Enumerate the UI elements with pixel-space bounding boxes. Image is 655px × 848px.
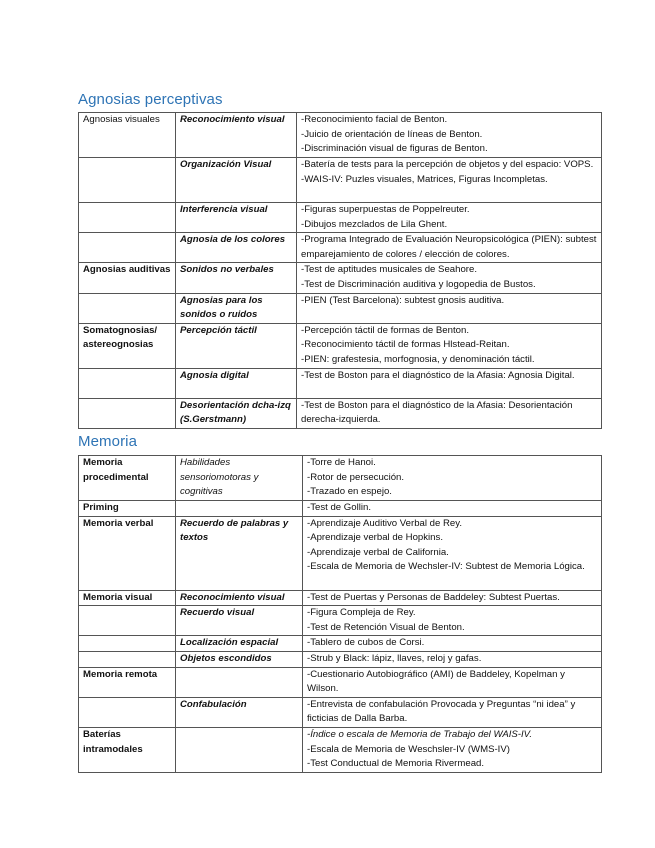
test-item: -Figura Compleja de Rey. [307,607,416,619]
row-category: Memoria visual [79,590,176,606]
row-category [79,368,176,398]
table-row [79,398,602,428]
table-row [79,113,602,158]
table-row [79,727,602,772]
test-item: -Cuestionario Autobiográfico (AMI) de Baddeley, Kopelman y Wilson. [307,668,565,695]
test-item: -Test de Retención Visual de Benton. [307,621,465,633]
row-category [79,233,176,263]
row-category: Baterías intramodales [79,727,176,772]
table-row [79,263,602,293]
test-item: -Aprendizaje Auditivo Verbal de Rey. [307,517,463,529]
table-row [79,590,602,606]
row-tests [297,113,602,158]
test-item: -Rotor de persecución. [307,471,405,483]
row-tests [297,398,602,428]
row-subcategory: Habilidades sensoriomotoras y cognitivas [176,456,303,501]
test-item: -Test de aptitudes musicales de Seahore. [301,264,477,276]
test-item: -Tablero de cubos de Corsi. [307,637,425,649]
test-item: -Reconocimiento facial de Benton. [301,114,448,125]
row-tests [297,368,602,398]
table-row [79,697,602,727]
row-tests [297,158,602,203]
row-category: Memoria verbal [79,516,176,590]
row-category: Agnosias visuales [79,113,176,158]
row-tests [303,727,602,772]
table-row [79,368,602,398]
test-item: -Dibujos mezclados de Lila Ghent. [301,218,448,230]
test-item: -Test de Boston para el diagnóstico de la Afasia: Desorientación derecha-izquierda. [301,399,573,426]
test-item: -Torre de Hanoi. [307,457,376,468]
test-item: -Test de Discriminación auditiva y logopedia de Bustos. [301,278,536,290]
row-category: Priming [79,501,176,517]
table-row [79,501,602,517]
table-row [79,203,602,233]
row-tests [303,606,602,636]
test-item: -Aprendizaje verbal de Hopkins. [307,532,443,544]
table-row [79,606,602,636]
test-item: -Batería de tests para la percepción de objetos y del espacio: VOPS. [301,159,594,170]
row-subcategory: Recuerdo de palabras y textos [176,516,303,590]
row-subcategory: Agnosia de los colores [176,233,297,263]
test-item: -Escala de Memoria de Weschsler-IV (WMS-IV) [307,743,510,755]
row-subcategory: Confabulación [176,697,303,727]
table-row [79,516,602,590]
row-tests [303,516,602,590]
test-item: -Reconocimiento táctil de formas Hlstead-Reitan. [301,339,510,351]
table-row [79,233,602,263]
row-category: Agnosias auditivas [79,263,176,293]
test-item: -Test de Gollin. [307,502,371,513]
row-tests [297,233,602,263]
table-row [79,158,602,203]
section-title-memoria: Memoria [78,433,138,450]
test-item: -Programa Integrado de Evaluación Neuropsicológica (PIEN): subtest emparejamiento de colores / elección de colores. [301,234,597,260]
table-row [79,293,602,323]
row-subcategory: Interferencia visual [176,203,297,233]
test-item: -PIEN: grafestesia, morfognosia, y denominación táctil. [301,353,535,365]
row-tests [297,293,602,323]
test-item: -Test de Puertas y Personas de Baddeley: Subtest Puertas. [307,591,560,603]
test-item: -PIEN (Test Barcelona): subtest gnosis auditiva. [301,294,505,306]
test-item: -Índice o escala de Memoria de Trabajo del WAIS-IV. [307,728,533,740]
row-subcategory: Recuerdo visual [176,606,303,636]
row-tests [303,501,602,517]
row-subcategory [176,727,303,772]
row-tests [297,263,602,293]
row-tests [303,636,602,652]
row-tests [303,651,602,667]
row-subcategory: Objetos escondidos [176,651,303,667]
row-category [79,398,176,428]
test-item: -Discriminación visual de figuras de Benton. [301,143,488,155]
test-item: -Aprendizaje verbal de California. [307,546,449,558]
row-tests [303,667,602,697]
row-subcategory [176,501,303,517]
row-category [79,697,176,727]
row-subcategory: Sonidos no verbales [176,263,297,293]
test-item: -Figuras superpuestas de Poppelreuter. [301,204,470,215]
test-item: -Escala de Memoria de Wechsler-IV: Subtest de Memoria Lógica. [307,561,585,573]
table-row [79,667,602,697]
row-tests [303,456,602,501]
test-item: -Juicio de orientación de líneas de Benton. [301,128,483,140]
row-subcategory: Reconocimiento visual [176,590,303,606]
row-subcategory: Desorientación dcha-izq (S.Gerstmann) [176,398,297,428]
row-category: Memoria procedimental [79,456,176,501]
table-row [79,636,602,652]
row-subcategory: Localización espacial [176,636,303,652]
row-tests [303,697,602,727]
test-item: -Test de Boston para el diagnóstico de la Afasia: Agnosia Digital. [301,369,575,381]
row-category [79,293,176,323]
memoria-table [78,455,602,773]
test-item: -Entrevista de confabulación Provocada y Preguntas “ni idea” y ficticias de Dalla Barba. [307,698,576,725]
test-item: -Test Conductual de Memoria Rivermead. [307,758,485,770]
table-row [79,323,602,368]
test-item: -WAIS-IV: Puzles visuales, Matrices, Figuras Incompletas. [301,173,548,185]
agnosias-table [78,112,602,429]
test-item: -Trazado en espejo. [307,486,392,498]
table-row [79,456,602,501]
row-category [79,203,176,233]
test-item: -Percepción táctil de formas de Benton. [301,324,469,336]
row-tests [297,203,602,233]
row-tests [303,590,602,606]
row-category [79,158,176,203]
row-subcategory [176,667,303,697]
table-row [79,651,602,667]
row-subcategory: Reconocimiento visual [176,113,297,158]
test-item: -Strub y Black: lápiz, llaves, reloj y gafas. [307,652,482,664]
row-subcategory: Organización Visual [176,158,297,203]
row-category [79,636,176,652]
row-category: Memoria remota [79,667,176,697]
row-category [79,651,176,667]
row-subcategory: Percepción táctil [176,323,297,368]
row-category: Somatognosias/ astereognosias [79,323,176,368]
row-subcategory: Agnosia digital [176,368,297,398]
row-subcategory: Agnosias para los sonidos o ruidos [176,293,297,323]
row-tests [297,323,602,368]
row-category [79,606,176,636]
section-title-agnosias: Agnosias perceptivas [78,91,223,108]
